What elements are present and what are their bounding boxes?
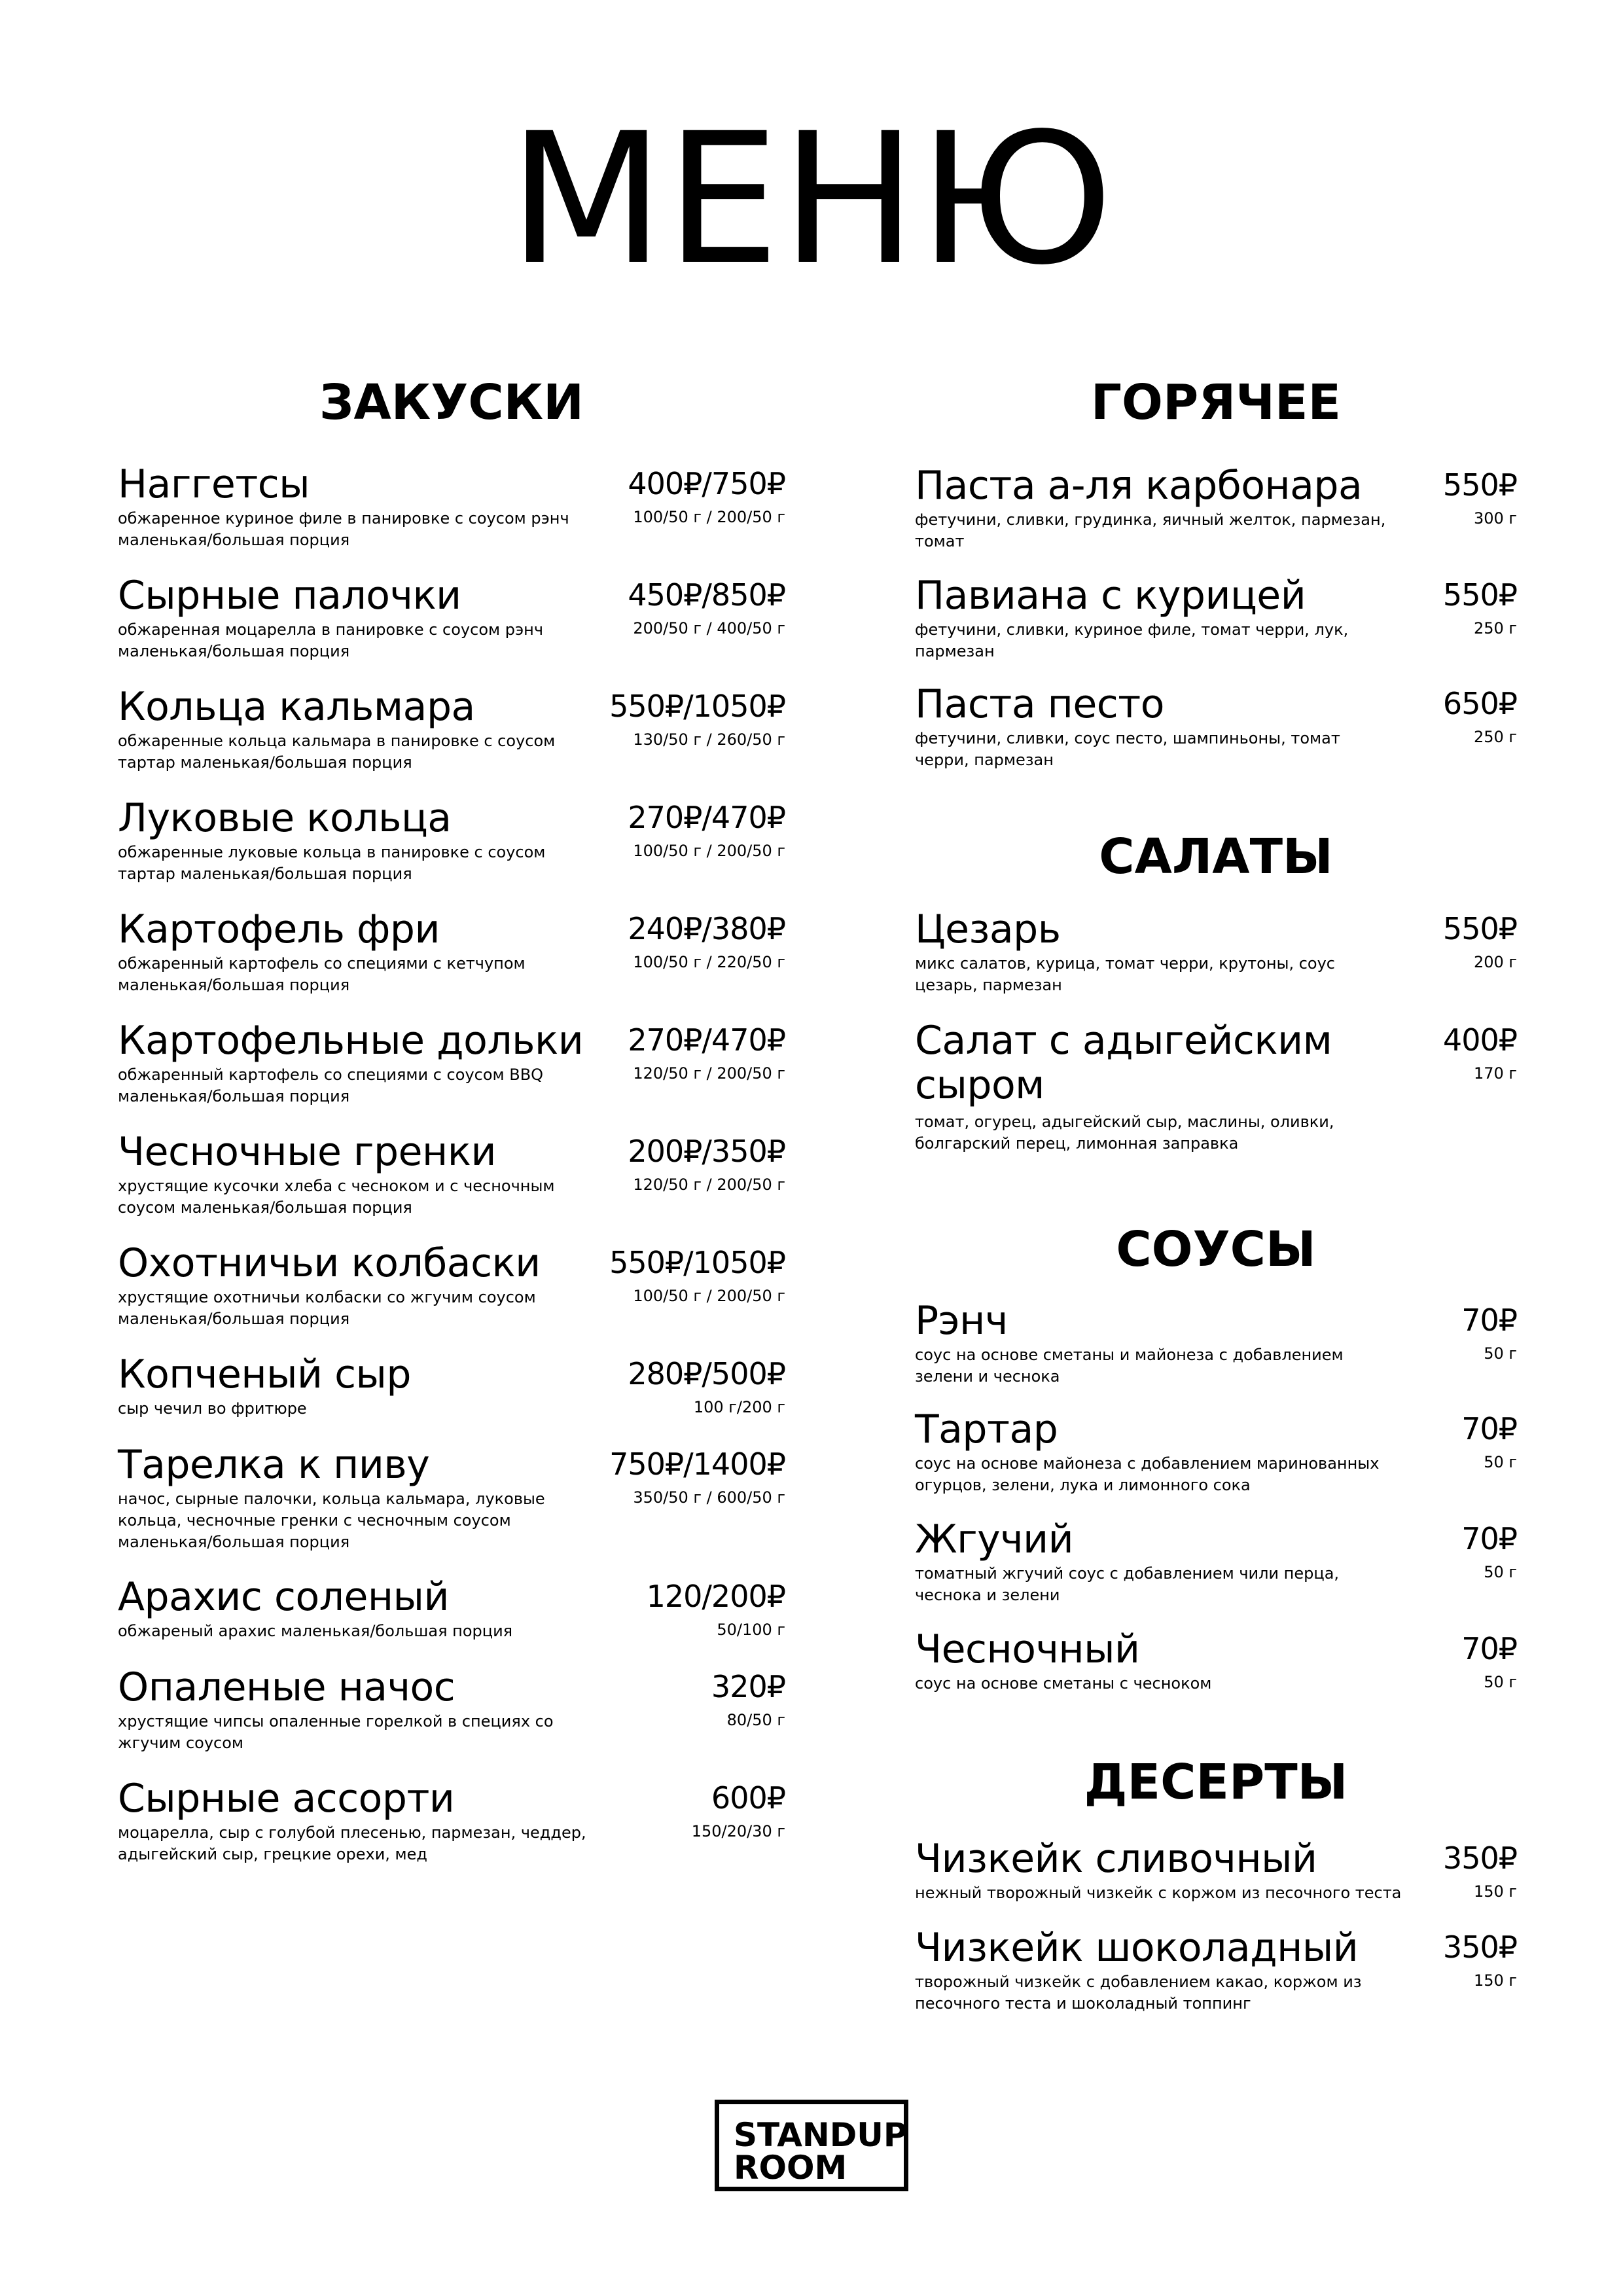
item-price: 400₽/750₽ xyxy=(628,466,785,501)
item-name: Арахис соленый xyxy=(118,1574,450,1620)
item-price: 200₽/350₽ xyxy=(628,1134,785,1169)
item-price: 650₽ xyxy=(1442,686,1517,721)
item-price: 550₽ xyxy=(1442,467,1517,503)
item-price: 70₽ xyxy=(1461,1302,1517,1338)
section-title: ГОРЯЧЕЕ xyxy=(1090,374,1342,431)
item-price: 70₽ xyxy=(1461,1631,1517,1666)
section-goryachee xyxy=(915,374,1517,432)
item-description: фетучини, сливки, грудинка, яичный желток, пармезан, томат xyxy=(915,511,1386,550)
item-description: творожный чизкейк с добавлением какао, коржом из песочного теста и шоколадный топпинг xyxy=(915,1973,1362,2013)
item-description: хрустящие чипсы опаленные горелкой в специях со жгучим соусом xyxy=(118,1712,554,1752)
item-weight: 50 г xyxy=(1484,1563,1517,1581)
section-deserty xyxy=(915,1754,1517,1812)
item-weight: 250 г xyxy=(1473,619,1517,637)
logo-line-1: STANDUP xyxy=(734,2116,908,2154)
item-weight: 150/20/30 г xyxy=(691,1822,785,1840)
item-weight: 120/50 г / 200/50 г xyxy=(633,1064,785,1083)
item-name: Луковые кольца xyxy=(118,795,452,841)
item-name: Сырные ассорти xyxy=(118,1776,455,1821)
item-weight: 200/50 г / 400/50 г xyxy=(633,619,785,637)
section-sousy xyxy=(915,1221,1517,1279)
item-weight: 100 г/200 г xyxy=(693,1398,785,1416)
item-description: томатный жгучий соус с добавлением чили перца, чеснока и зелени xyxy=(915,1564,1340,1604)
item-weight: 50 г xyxy=(1484,1453,1517,1471)
logo-line-2: ROOM xyxy=(734,2149,847,2187)
item-weight: 130/50 г / 260/50 г xyxy=(633,730,785,749)
item-name: Чесночные гренки xyxy=(118,1129,496,1175)
item-price: 550₽/1050₽ xyxy=(609,1245,785,1280)
item-price: 350₽ xyxy=(1442,1929,1517,1965)
item-price: 400₽ xyxy=(1442,1022,1517,1058)
item-price: 350₽ xyxy=(1442,1840,1517,1876)
item-description: хрустящие кусочки хлеба с чесноком и с чесночным соусом маленькая/большая порция xyxy=(118,1177,555,1217)
section-title: ЗАКУСКИ xyxy=(319,374,584,431)
item-name: Кольца кальмара xyxy=(118,684,475,730)
item-price: 240₽/380₽ xyxy=(628,911,785,946)
item-weight: 50 г xyxy=(1484,1673,1517,1691)
item-name: Сырные палочки xyxy=(118,573,461,619)
item-price: 280₽/500₽ xyxy=(628,1356,785,1391)
item-name: Салат с адыгейским сыром xyxy=(915,1018,1332,1108)
item-description: обжареный арахис маленькая/большая порция xyxy=(118,1622,513,1640)
item-description: фетучини, сливки, соус песто, шампиньоны, томат черри, пармезан xyxy=(915,729,1340,769)
item-name: Охотничьи колбаски xyxy=(118,1240,541,1286)
item-description: нежный творожный чизкейк с коржом из песочного теста xyxy=(915,1884,1402,1902)
item-name: Паста а-ля карбонара xyxy=(915,463,1363,509)
item-price: 120/200₽ xyxy=(646,1579,785,1614)
item-weight: 150 г xyxy=(1473,1971,1517,1990)
item-weight: 200 г xyxy=(1473,953,1517,971)
item-price: 550₽/1050₽ xyxy=(609,689,785,724)
item-weight: 250 г xyxy=(1473,728,1517,746)
item-name: Паста песто xyxy=(915,681,1164,727)
item-price: 750₽/1400₽ xyxy=(609,1446,785,1482)
item-price: 600₽ xyxy=(711,1780,785,1816)
item-name: Чизкейк шоколадный xyxy=(915,1925,1359,1971)
item-name: Копченый сыр xyxy=(118,1352,412,1397)
item-name: Рэнч xyxy=(915,1298,1008,1344)
item-weight: 300 г xyxy=(1473,509,1517,528)
section-title: САЛАТЫ xyxy=(1099,829,1333,885)
item-weight: 100/50 г / 200/50 г xyxy=(633,842,785,860)
item-description: микс салатов, курица, томат черри, крутоны, соус цезарь, пармезан xyxy=(915,954,1335,994)
item-description: обжаренное куриное филе в панировке с соусом рэнч маленькая/большая порция xyxy=(118,509,569,549)
item-weight: 80/50 г xyxy=(726,1711,785,1729)
right-column xyxy=(915,0,1517,2296)
item-price: 550₽ xyxy=(1442,911,1517,946)
item-description: хрустящие охотничьи колбаски со жгучим соусом маленькая/большая порция xyxy=(118,1288,536,1328)
item-description: томат, огурец, адыгейский сыр, маслины, оливки, болгарский перец, лимонная заправка xyxy=(915,1113,1334,1153)
item-description: обжаренные луковые кольца в панировке с соусом тартар маленькая/большая порция xyxy=(118,843,546,883)
item-weight: 100/50 г / 200/50 г xyxy=(633,1287,785,1305)
item-weight: 50 г xyxy=(1484,1344,1517,1363)
page-title: МЕНЮ xyxy=(508,95,1115,305)
item-name: Павиана с курицей xyxy=(915,573,1306,619)
item-price: 70₽ xyxy=(1461,1411,1517,1446)
item-name: Опаленые начос xyxy=(118,1664,455,1710)
item-name: Картофель фри xyxy=(118,906,440,952)
item-description: соус на основе сметаны с чесноком xyxy=(915,1674,1212,1693)
item-weight: 170 г xyxy=(1473,1064,1517,1083)
item-price: 450₽/850₽ xyxy=(628,577,785,613)
item-name: Чесночный xyxy=(915,1626,1140,1672)
item-weight: 100/50 г / 200/50 г xyxy=(633,508,785,526)
item-name: Жгучий xyxy=(915,1516,1074,1562)
item-weight: 150 г xyxy=(1473,1882,1517,1901)
item-price: 320₽ xyxy=(711,1669,785,1704)
item-description: соус на основе майонеза с добавлением маринованных огурцов, зелени, лука и лимонного сока xyxy=(915,1454,1380,1494)
item-price: 550₽ xyxy=(1442,577,1517,613)
item-name: Цезарь xyxy=(915,906,1061,952)
item-description: обжаренная моцарелла в панировке с соусом рэнч маленькая/большая порция xyxy=(118,620,544,660)
item-name: Наггетсы xyxy=(118,461,310,507)
standup-room-logo xyxy=(715,2100,908,2191)
item-price: 70₽ xyxy=(1461,1521,1517,1556)
item-description: обжаренный картофель со специями с соусом BBQ маленькая/большая порция xyxy=(118,1066,544,1105)
item-price: 270₽/470₽ xyxy=(628,800,785,835)
left-column xyxy=(118,0,785,2296)
item-weight: 120/50 г / 200/50 г xyxy=(633,1175,785,1194)
section-title: СОУСЫ xyxy=(1116,1221,1316,1278)
item-name: Тартар xyxy=(915,1407,1058,1452)
section-zakuski xyxy=(118,374,785,432)
item-description: начос, сырные палочки, кольца кальмара, луковые кольца, чесночные гренки с чесночным соусом маленькая/большая порция xyxy=(118,1490,545,1551)
item-name: Тарелка к пиву xyxy=(118,1442,430,1488)
item-description: сыр чечил во фритюре xyxy=(118,1399,307,1418)
item-weight: 50/100 г xyxy=(717,1621,785,1639)
item-name: Чизкейк сливочный xyxy=(915,1836,1317,1882)
item-price: 270₽/470₽ xyxy=(628,1022,785,1058)
item-description: моцарелла, сыр с голубой плесенью, пармезан, чеддер, адыгейский сыр, грецкие орехи, мед xyxy=(118,1823,586,1863)
item-description: обжаренный картофель со специями с кетчупом маленькая/большая порция xyxy=(118,954,526,994)
item-weight: 350/50 г / 600/50 г xyxy=(633,1488,785,1507)
section-salaty xyxy=(915,829,1517,886)
item-name: Картофельные дольки xyxy=(118,1018,584,1064)
item-weight: 100/50 г / 220/50 г xyxy=(633,953,785,971)
item-description: фетучини, сливки, куриное филе, томат черри, лук, пармезан xyxy=(915,620,1349,660)
section-title: ДЕСЕРТЫ xyxy=(1084,1754,1348,1810)
item-description: соус на основе сметаны и майонеза с добавлением зелени и чеснока xyxy=(915,1346,1344,1386)
item-description: обжаренные кольца кальмара в панировке с соусом тартар маленькая/большая порция xyxy=(118,732,556,772)
